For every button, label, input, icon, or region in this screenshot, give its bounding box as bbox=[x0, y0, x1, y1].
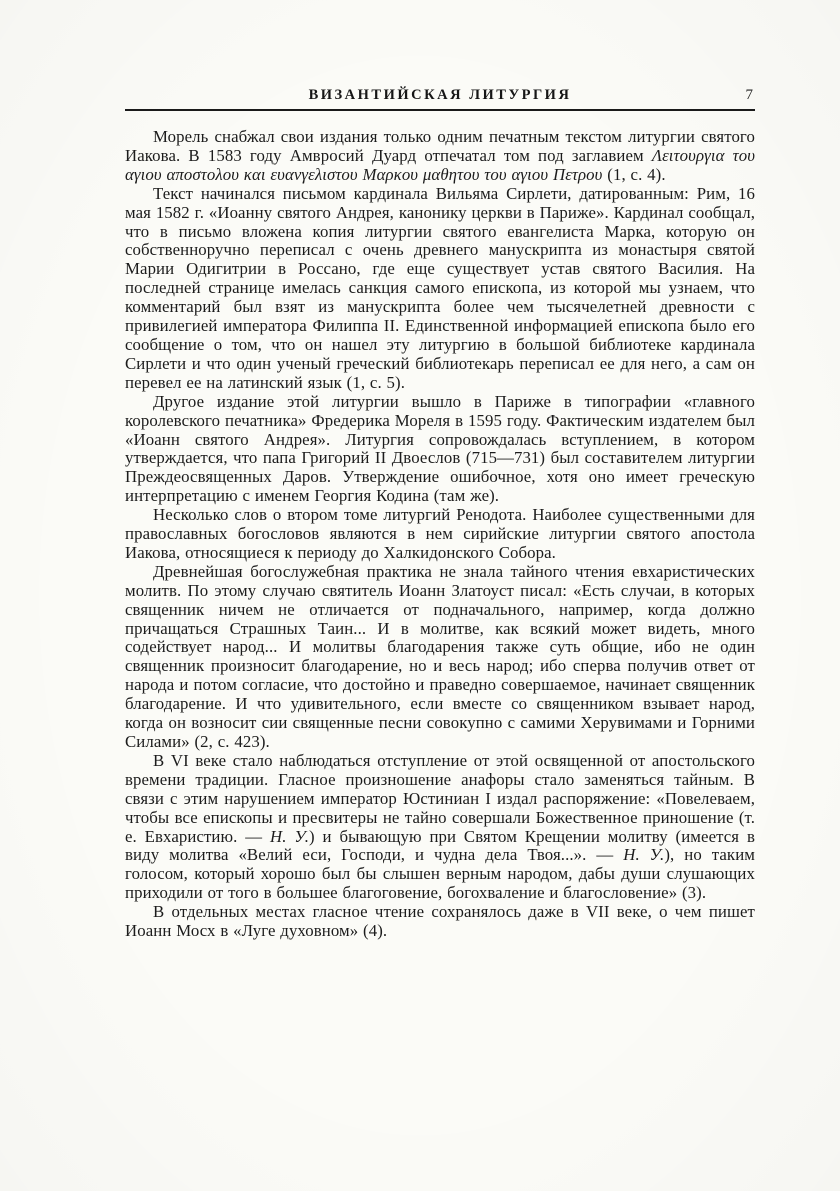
page-header bbox=[125, 86, 755, 104]
running-head-title: ВИЗАНТИЙСКАЯ ЛИТУРГИЯ bbox=[308, 87, 572, 103]
paragraph bbox=[125, 185, 755, 393]
paragraph bbox=[125, 903, 755, 941]
text-run: Текст начинался письмом кардинала Вильяма Сирлети, датированным: Рим, 16 мая 1582 г. «Иоанну святого Андрея, канонику церкви в Париже». Кардинал сообщал, что в письмо вложена копия литургии святого евангелиста Марка, которую он собственноручно переписал с очень древнего манускрипта из монастыря святой Марии Одигитрии в Россано, где еще существует устав святого Василия. На последней странице имелась санкция самого епископа, из которой мы узнаем, что комментарий был взят из манускрипта более чем тысячелетней древности с привилегией императора Филиппа II. Единственной информацией епископа было его сообщение о том, что он нашел эту литургию в большой библиотеке кардинала Сирлети и что один ученый греческий библиотекарь переписал ее для него, а сам он перевел ее на латинский язык (1, с. 5). bbox=[125, 183, 755, 392]
paragraph bbox=[125, 752, 755, 903]
paragraph bbox=[125, 393, 755, 506]
text-run: Морель снабжал свои издания только одним печатным текстом литургии святого Иакова. В 1583 году Амвросий Дуард отпечатал том под заглавием bbox=[125, 127, 755, 165]
text-run: В отдельных местах гласное чтение сохранялось даже в VII веке, о чем пишет Иоанн Мосх в «Луге духовном» (4). bbox=[125, 902, 755, 941]
paragraph bbox=[125, 128, 755, 185]
text-run: Несколько слов о втором томе литургий Ренодота. Наиболее существенными для православных богословов являются в нем сирийские литургии святого апостола Иакова, относящиеся к периоду до Халкидонского Собора. bbox=[125, 505, 755, 562]
text-run: Другое издание этой литургии вышло в Париже в типографии «главного королевского печатника» Фредерика Мореля в 1595 году. Фактическим издателем был «Иоанн святого Андрея». Литургия сопровождалась вступлением, в котором утверждается, что папа Григорий II Двоеслов (715—731) был составителем литургии Преждеосвященных Даров. Утверждение ошибочное, хотя оно имеет греческую интерпретацию с именем Георгия Кодина (там же). bbox=[125, 391, 755, 506]
paragraph bbox=[125, 563, 755, 752]
italic-text-run: Н. У. bbox=[623, 845, 665, 865]
text-run: ), но таким голосом, который хорошо был бы слышен верным народом, дабы души слушающих приходили от того в большее благоговение, богохваление и благословение» (3). bbox=[125, 845, 755, 903]
text-run: (1, с. 4). bbox=[602, 164, 666, 184]
text-block bbox=[125, 128, 755, 941]
text-run: В VI веке стало наблюдаться отступление от этой освященной от апостольского времени традиции. Гласное произношение анафоры стало заменяться тайным. В связи с этим нарушением император Юстиниан I издал распоряжение: «Повелеваем, чтобы все епископы и пресвитеры не тайно совершали Божественное приношение (т. е. Евхаристию. — bbox=[125, 750, 755, 846]
italic-text-run: Λειτουργια του αγιου αποστολου και ευανγελιστου Μαρκου μαθητου του αγιου Πετρου bbox=[125, 145, 756, 184]
header-rule bbox=[125, 109, 755, 111]
text-run: Древнейшая богослужебная практика не знала тайного чтения евхаристических молитв. По этому случаю святитель Иоанн Златоуст писал: «Есть случаи, в которых священник ничем не отличается от подначального, например, когда должно причащаться Страшных Таин... И в молитве, как всякий может видеть, много содействует народ... И молитвы благодарения также суть общие, ибо не один священник произносит благодарение, но и весь народ; ибо сперва получив ответ от народа и потом согласие, что достойно и праведно совершаемое, начинает священник благодарение. И что удивительного, если вместе со священником взывает народ, когда он возносит сии священные песни совокупно с самими Херувимами и Горними Силами» (2, с. 423). bbox=[125, 561, 755, 751]
italic-text-run: Н. У. bbox=[270, 826, 309, 846]
text-run: ) и бывающую при Святом Крещении молитву (имеется в виду молитва «Велий еси, Господи, и чудна дела Твоя...». — bbox=[125, 826, 755, 865]
paragraph bbox=[125, 506, 755, 563]
page-number: 7 bbox=[745, 87, 753, 103]
